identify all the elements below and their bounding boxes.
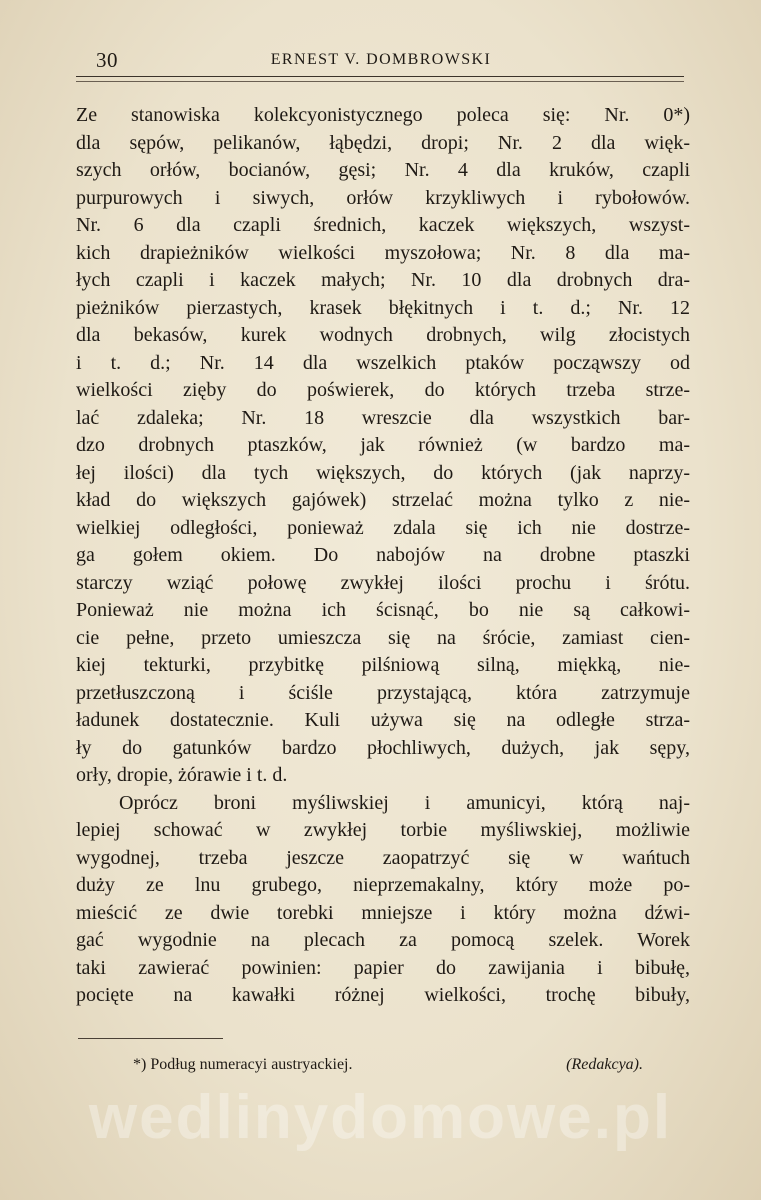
text-line: dla sępów, pelikanów, łąbędzi, dropi; Nr. 2 dla więk-: [76, 131, 690, 154]
text-line: szych orłów, bocianów, gęsi; Nr. 4 dla kruków, czapli: [76, 159, 690, 181]
text-line: wielkiej odległości, ponieważ zdala się ich nie dostrze-: [76, 516, 690, 539]
text-line: cie pełne, przeto umieszcza się na śrócie, zamiast cien-: [76, 626, 690, 649]
text-line: i t. d.; Nr. 14 dla wszelkich ptaków począwszy od: [76, 351, 690, 374]
text-line: łej ilości) dla tych większych, do których (jak naprzy-: [76, 461, 690, 484]
running-head: ERNEST V. DOMBROWSKI: [270, 51, 492, 68]
text-line: kład do większych gajówek) strzelać można tylko z nie-: [76, 489, 690, 511]
text-line: kich drapieżników wielkości myszołowa; Nr. 8 dla ma-: [76, 241, 690, 264]
text-line: łych czapli i kaczek małych; Nr. 10 dla drobnych dra-: [76, 269, 690, 291]
text-line: dzo drobnych ptaszków, jak również (w bardzo ma-: [76, 434, 690, 456]
text-line: lać zdaleka; Nr. 18 wreszcie dla wszystkich bar-: [76, 406, 690, 429]
header-rule-top: [76, 76, 684, 77]
header-rule-bottom: [76, 81, 684, 82]
text-line: ładunek dostatecznie. Kuli używa się na odległe strza-: [76, 709, 690, 731]
text-line: pocięte na kawałki różnej wielkości, trochę bibuły,: [76, 984, 690, 1006]
text-line: orły, dropie, żórawie i t. d.: [76, 764, 288, 786]
page-header: [76, 48, 686, 78]
body-text: [76, 102, 690, 1010]
text-line: pieżników pierzastych, krasek błękitnych i t. d.; Nr. 12: [76, 296, 690, 319]
footnote-text: *) Podług numeracyi austryackiej.: [133, 1056, 353, 1073]
footnote-credit: (Redakcya).: [566, 1056, 643, 1073]
footnote: [133, 1056, 643, 1074]
text-line: gać wygodnie na plecach za pomocą szelek. Worek: [76, 929, 690, 951]
footnote-rule: [78, 1038, 223, 1039]
text-line: ły do gatunków bardzo płochliwych, dużych, jak sępy,: [76, 736, 690, 759]
text-line: purpurowych i siwych, orłów krzykliwych i rybołowów.: [76, 186, 690, 209]
text-line: taki zawierać powinien: papier do zawijania i bibułę,: [76, 956, 690, 979]
text-line: przetłuszczoną i ściśle przystającą, która zatrzymuje: [76, 681, 690, 704]
text-line: Ze stanowiska kolekcyonistycznego poleca się: Nr. 0*): [76, 104, 690, 126]
page-number: 30: [96, 48, 118, 72]
text-line: lepiej schować w zwykłej torbie myśliwskiej, możliwie: [76, 819, 690, 841]
watermark: wedlinydomowe.pl: [88, 1083, 673, 1152]
text-line: duży ze lnu grubego, nieprzemakalny, który może po-: [76, 874, 690, 896]
text-line: kiej tekturki, przybitkę pilśniową silną, miękką, nie-: [76, 654, 690, 676]
text-line: wielkości zięby do poświerek, do których trzeba strze-: [76, 379, 690, 401]
text-line: Nr. 6 dla czapli średnich, kaczek większych, wszyst-: [76, 214, 690, 236]
text-line: starczy wziąć połowę zwykłej ilości prochu i śrótu.: [76, 571, 690, 594]
text-line: dla bekasów, kurek wodnych drobnych, wilg złocistych: [76, 324, 690, 346]
text-line: Ponieważ nie można ich ścisnąć, bo nie są całkowi-: [76, 599, 690, 621]
text-line: Oprócz broni myśliwskiej i amunicyi, którą naj-: [119, 791, 690, 814]
text-line: mieścić ze dwie torebki mniejsze i który można dźwi-: [76, 901, 690, 924]
text-line: ga gołem okiem. Do nabojów na drobne ptaszki: [76, 544, 690, 566]
text-line: wygodnej, trzeba jeszcze zaopatrzyć się w wańtuch: [76, 846, 690, 869]
